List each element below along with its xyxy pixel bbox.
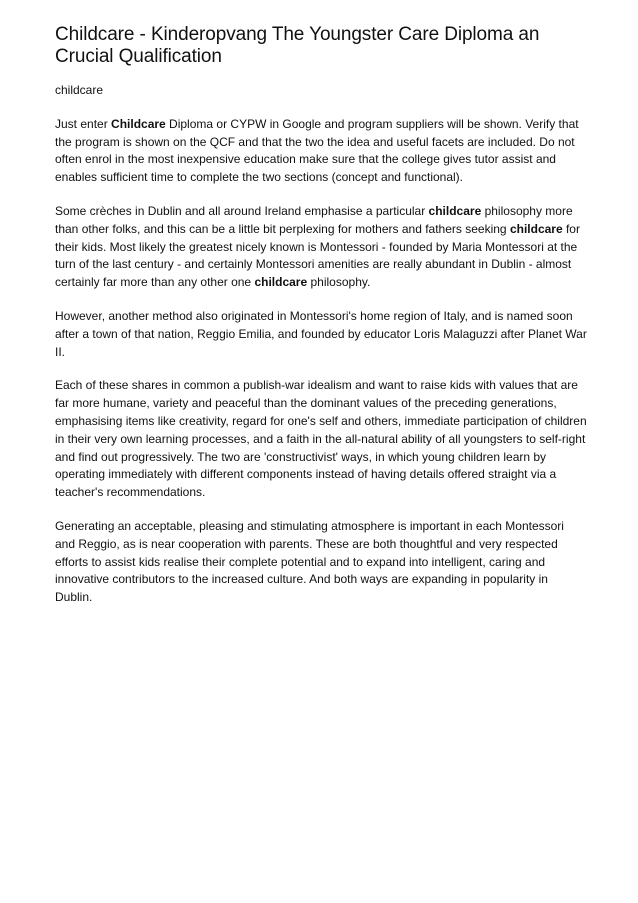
text-run: However, another method also originated in Montessori's home region of Italy, and is named soon after a town of that nation, Reggio Emilia, and founded by educator Loris Malaguzzi after Planet War II. bbox=[55, 308, 587, 359]
paragraph-2 bbox=[55, 203, 587, 292]
text-run: philosophy more than other folks, and this can be a little bit perplexing for mothers and fathers seeking bbox=[55, 203, 573, 236]
document-title: Childcare - Kinderopvang The Youngster Care Diploma an Crucial Qualification bbox=[55, 24, 540, 67]
document-body bbox=[55, 116, 587, 607]
paragraph-3 bbox=[55, 308, 587, 361]
keyword-highlight: childcare bbox=[428, 203, 482, 218]
paragraph-1 bbox=[55, 116, 587, 187]
text-run: philosophy. bbox=[307, 275, 371, 290]
text-run: Diploma or CYPW in Google and program suppliers will be shown. Verify that the program is shown on the QCF and that the two the idea and useful facets are included. Do not often enrol in the most inexpensive education make sure that the college gives tutor assist and enables sufficient time to complete the two sections (concept and functional). bbox=[55, 116, 579, 185]
document-page bbox=[55, 24, 587, 623]
text-run: Some crèches in Dublin and all around Ireland emphasise a particular bbox=[55, 203, 429, 218]
keyword-tag: childcare bbox=[55, 83, 104, 97]
text-run: for their kids. Most likely the greatest nicely known is Montessori - founded by Maria Montessori at the turn of the last century - and certainly Montessori amenities are really abundant in Dublin - almost certainly far more than any other one bbox=[55, 221, 580, 290]
text-run: Generating an acceptable, pleasing and stimulating atmosphere is important in each Montessori and Reggio, as is near cooperation with parents. These are both thoughtful and very respected efforts to assist kids realise their complete potential and to expand into intelligent, caring and innovative contributors to the increased culture. And both ways are expanding in popularity in Dublin. bbox=[55, 518, 564, 605]
text-run: Just enter bbox=[55, 116, 112, 131]
keyword-highlight: childcare bbox=[254, 275, 308, 290]
keyword-highlight: childcare bbox=[509, 221, 563, 236]
keyword-highlight: Childcare bbox=[111, 116, 166, 131]
paragraph-4 bbox=[55, 377, 587, 502]
paragraph-5 bbox=[55, 518, 587, 607]
text-run: Each of these shares in common a publish-war idealism and want to raise kids with values that are far more humane, variety and peaceful than the dominant values of the preceding generations, emphasising items like creativity, regard for one's self and others, immediate participation of children in their very own learning processes, and a faith in the all-natural ability of all youngsters to self-right and find out progressively. The two are 'constructivist' ways, in which young children learn by operating immediately with different components instead of having details offered straight via a teacher's recommendations. bbox=[55, 378, 587, 500]
